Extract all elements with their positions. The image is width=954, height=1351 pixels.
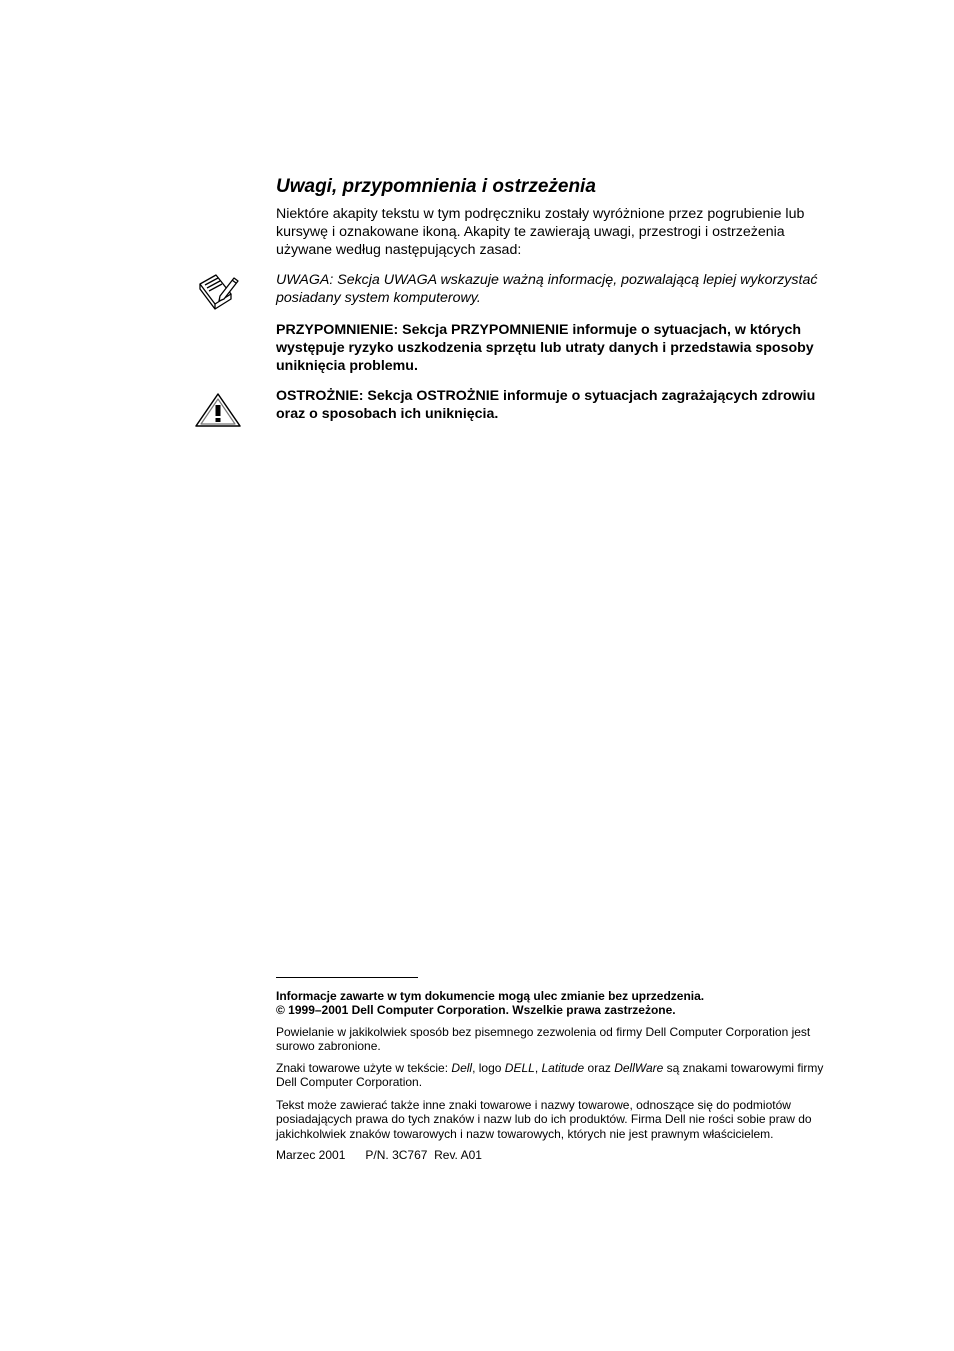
note-pencil-icon (196, 272, 240, 312)
revision: Rev. A01 (434, 1148, 482, 1162)
legal-notice (276, 989, 826, 1018)
section-heading: Uwagi, przypomnienia i ostrzeżenia (276, 176, 596, 197)
footnote-divider (276, 977, 418, 978)
caution-paragraph: OSTROŻNIE: Sekcja OSTROŻNIE informuje o sytuacjach zagrażających zdrowiu oraz o sposobach ich uniknięcia. (276, 388, 816, 422)
trademark-latitude: Latitude (541, 1061, 585, 1075)
publication-date: Marzec 2001 (276, 1148, 346, 1162)
copyright: © 1999–2001 Dell Computer Corporation. Wszelkie prawa zastrzeżone. (276, 1003, 676, 1018)
document-info (276, 1148, 826, 1162)
part-number: P/N. 3C767 (365, 1148, 428, 1162)
trademarks-notice: Znaki towarowe użyte w tekście: Dell, logo DELL, Latitude oraz DellWare są znakami towarowymi firmy Dell Computer Corporation. (276, 1061, 824, 1090)
notice-paragraph: PRZYPOMNIENIE: Sekcja PRZYPOMNIENIE informuje o sytuacjach, w których występuje ryzyko uszkodzenia sprzętu lub utraty danych i przedstawia sposoby uniknięcia problemu. (276, 322, 814, 374)
trademark-dellware: DellWare (614, 1061, 664, 1075)
trademark-dell: Dell (451, 1061, 473, 1075)
change-notice: Informacje zawarte w tym dokumencie mogą ulec zmianie bez uprzedzenia. (276, 989, 705, 1003)
note-paragraph: UWAGA: Sekcja UWAGA wskazuje ważną informację, pozwalającą lepiej wykorzystać posiadany system komputerowy. (276, 272, 818, 306)
reproduction-notice: Powielanie w jakikolwiek sposób bez pisemnego zezwolenia od firmy Dell Computer Corporation jest surowo zabronione. (276, 1025, 811, 1054)
trademark-dell-logo: DELL (504, 1061, 535, 1075)
intro-paragraph: Niektóre akapity tekstu w tym podręczniku zostały wyróżnione przez pogrubienie lub kursywę i oznakowane ikoną. Akapity te zawierają uwagi, przestrogi i ostrzeżenia używane według następujących zasad: (276, 206, 805, 258)
other-trademarks-notice: Tekst może zawierać także inne znaki towarowe i nazwy towarowe, odnoszące się do podmiotów posiadających prawa do tych znaków i nazw lub do ich produktów. Firma Dell nie rości sobie praw do jakichkolwiek znaków towarowych i nazw towarowych, których nie jest prawnym właścicielem. (276, 1098, 812, 1141)
caution-triangle-icon (194, 392, 242, 428)
